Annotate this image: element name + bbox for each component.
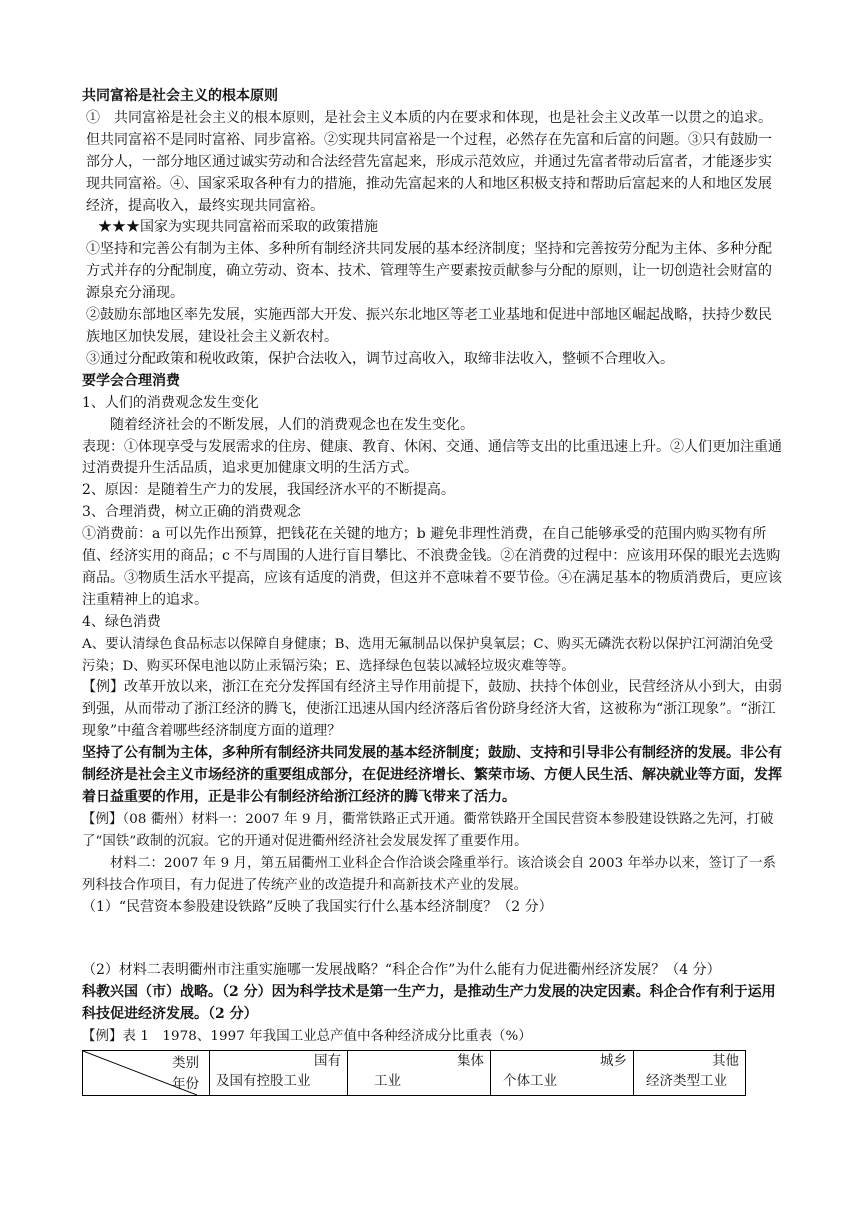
paragraph-example-quzhou-1: 【例】（08 衢州）材料一：2007 年 9 月，衢常铁路正式开通。衢常铁路开全国民营资本参股建设铁路之先河，打破了“国铁”政制的沉寂。它的开通对促进衢州经济社会发展发挥了重要作用。 [82, 811, 774, 849]
column-header-bottom: 及国有控股工业 [216, 1073, 311, 1090]
paragraph-green-consumption-text: A、要认清绿色食品标志以保障自身健康；B、选用无氟制品以保护臭氧层；C、购买无磷洗衣粉以保护江河湖泊免受污染；D、购买环保电池以防止汞镉污染；E、选择绿色包装以减轻垃圾灾难等等。 [82, 636, 774, 674]
heading-common-prosperity: 共同富裕是社会主义的根本原则 [82, 88, 278, 104]
paragraph-consumption-1-text: 随着经济社会的不断发展，人们的消费观念也在发生变化。 [110, 416, 474, 433]
answer-blank-space [82, 918, 782, 960]
paragraph-example-zhejiang: 【例】改革开放以来，浙江在充分发挥国有经济主导作用前提下，鼓励、扶持个体创业，民营经济从小到大，由弱到强，从而带动了浙江经济的腾飞，使浙江迅速从国内经济落后省份跻身经济大省，这被称为“浙江现象”。“浙江现象”中蕴含着哪些经济制度方面的道理？ [82, 679, 782, 740]
paragraph-consumption-expression: 表现：①体现享受与发展需求的住房、健康、教育、休闲、交通、通信等支出的比重迅速上升。②人们更加注重通过消费提升生活品质，追求更加健康文明的生活方式。 [82, 438, 782, 477]
paragraph-answer-zhejiang: 坚持了公有制为主体，多种所有制经济共同发展的基本经济制度；鼓励、支持和引导非公有制经济的发展。非公有制经济是社会主义市场经济的重要组成部分，在促进经济增长、繁荣市场、方便人民生活、解决就业等方面，发挥着日益重要的作用，正是非公有制经济给浙江经济的腾飞带来了活力。 [82, 745, 782, 805]
paragraph-policy-1: ①坚持和完善公有制为主体、多种所有制经济共同发展的基本经济制度；坚持和完善按劳分配为主体、多种分配方式并存的分配制度，确立劳动、资本、技术、管理等生产要素按贡献参与分配的原则，让一切创造社会财富的源泉充分涌现。 [86, 241, 772, 302]
paragraph-policy-2: ②鼓励东部地区率先发展，实施西部大开发、振兴东北地区等老工业基地和促进中部地区崛起战略，扶持少数民族地区加快发展，建设社会主义新农村。 [86, 307, 772, 345]
corner-label-category: 类别 [172, 1055, 199, 1072]
paragraph-example-quzhou-2: 材料二：2007 年 9 月，第五届衢州工业科企合作洽谈会隆重举行。该洽谈会自 2003 年举办以来，签订了一系列科技合作项目，有力促进了传统产业的改造提升和高新技术产业的发展。 [82, 855, 776, 893]
table-header-cell [210, 1051, 348, 1096]
column-header-top: 集体 [457, 1053, 484, 1070]
corner-label-year: 年份 [172, 1076, 199, 1093]
column-header-top: 城乡 [600, 1053, 627, 1070]
table-header-cell [634, 1051, 746, 1096]
column-header-top: 国有 [314, 1053, 341, 1070]
heading-rational-consumption: 要学会合理消费 [82, 372, 180, 389]
paragraph-consumption-3-text: ①消费前：a 可以先作出预算，把钱花在关键的地方；b 避免非理性消费，在自己能够承受的范围内购买物有所值、经济实用的商品；c 不与周围的人进行盲目攀比、不浪费金钱。②在消费的过程中：应该用环保的眼光去选购商品。③物质生活水平提高，应该有适度的消费，但这并不意味着不要节俭。④在满足基本的物质消费后，更应该注重精神上的追求。 [82, 526, 782, 608]
paragraph-consumption-reason: 2、原因：是随着生产力的发展，我国经济水平的不断提高。 [82, 482, 455, 499]
paragraph-common-prosperity: ① 共同富裕是社会主义的根本原则，是社会主义本质的内在要求和体现，也是社会主义改革一以贯之的追求。但共同富裕不是同时富裕、同步富裕。②实现共同富裕是一个过程，必然存在先富和后富的问题。③只有鼓励一部分人，一部分地区通过诚实劳动和合法经营先富起来，形成示范效应，并通过先富者带动后富者，才能逐步实现共同富裕。④、国家采取各种有力的措施，推动先富起来的人和地区积极支持和帮助后富起来的人和地区发展经济，提高收入，最终实现共同富裕。 [86, 109, 772, 214]
column-header-top: 其他 [712, 1053, 739, 1070]
column-header-bottom: 个体工业 [503, 1073, 557, 1090]
paragraph-policy-heading: ★★★国家为实现共同富裕而采取的政策措施 [98, 219, 378, 236]
paragraph-question-2: （2）材料二表明衢州市注重实施哪一发展战略？“科企合作”为什么能有力促进衢州经济发展？（4 分） [82, 962, 721, 979]
paragraph-table-caption: 【例】表 1 1978、1997 年我国工业总产值中各种经济成分比重表（%） [82, 1029, 532, 1045]
table-header-cell [491, 1051, 634, 1096]
economic-composition-table [82, 1050, 746, 1096]
column-header-bottom: 经济类型工业 [646, 1073, 727, 1090]
paragraph-answer-2: 科教兴国（市）战略。（2 分）因为科学技术是第一生产力，是推动生产力发展的决定因素。科企合作有利于运用科技促进经济发展。（2 分） [82, 984, 776, 1023]
paragraph-consumption-1: 1、人们的消费观念发生变化 [82, 394, 259, 411]
table-header-cell [348, 1051, 491, 1096]
paragraph-green-consumption: 4、绿色消费 [82, 613, 161, 630]
paragraph-policy-3: ③通过分配政策和税收政策，保护合法收入，调节过高收入，取缔非法收入，整顿不合理收入。 [86, 350, 674, 367]
column-header-bottom: 工业 [374, 1073, 401, 1090]
table-header-row [83, 1051, 746, 1096]
table-corner-cell [83, 1051, 210, 1096]
paragraph-consumption-3: 3、合理消费，树立正确的消费观念 [82, 504, 301, 521]
document-page [82, 86, 782, 1096]
paragraph-question-1: （1）“民营资本参股建设铁路”反映了我国实行什么基本经济制度？（2 分） [82, 898, 553, 915]
